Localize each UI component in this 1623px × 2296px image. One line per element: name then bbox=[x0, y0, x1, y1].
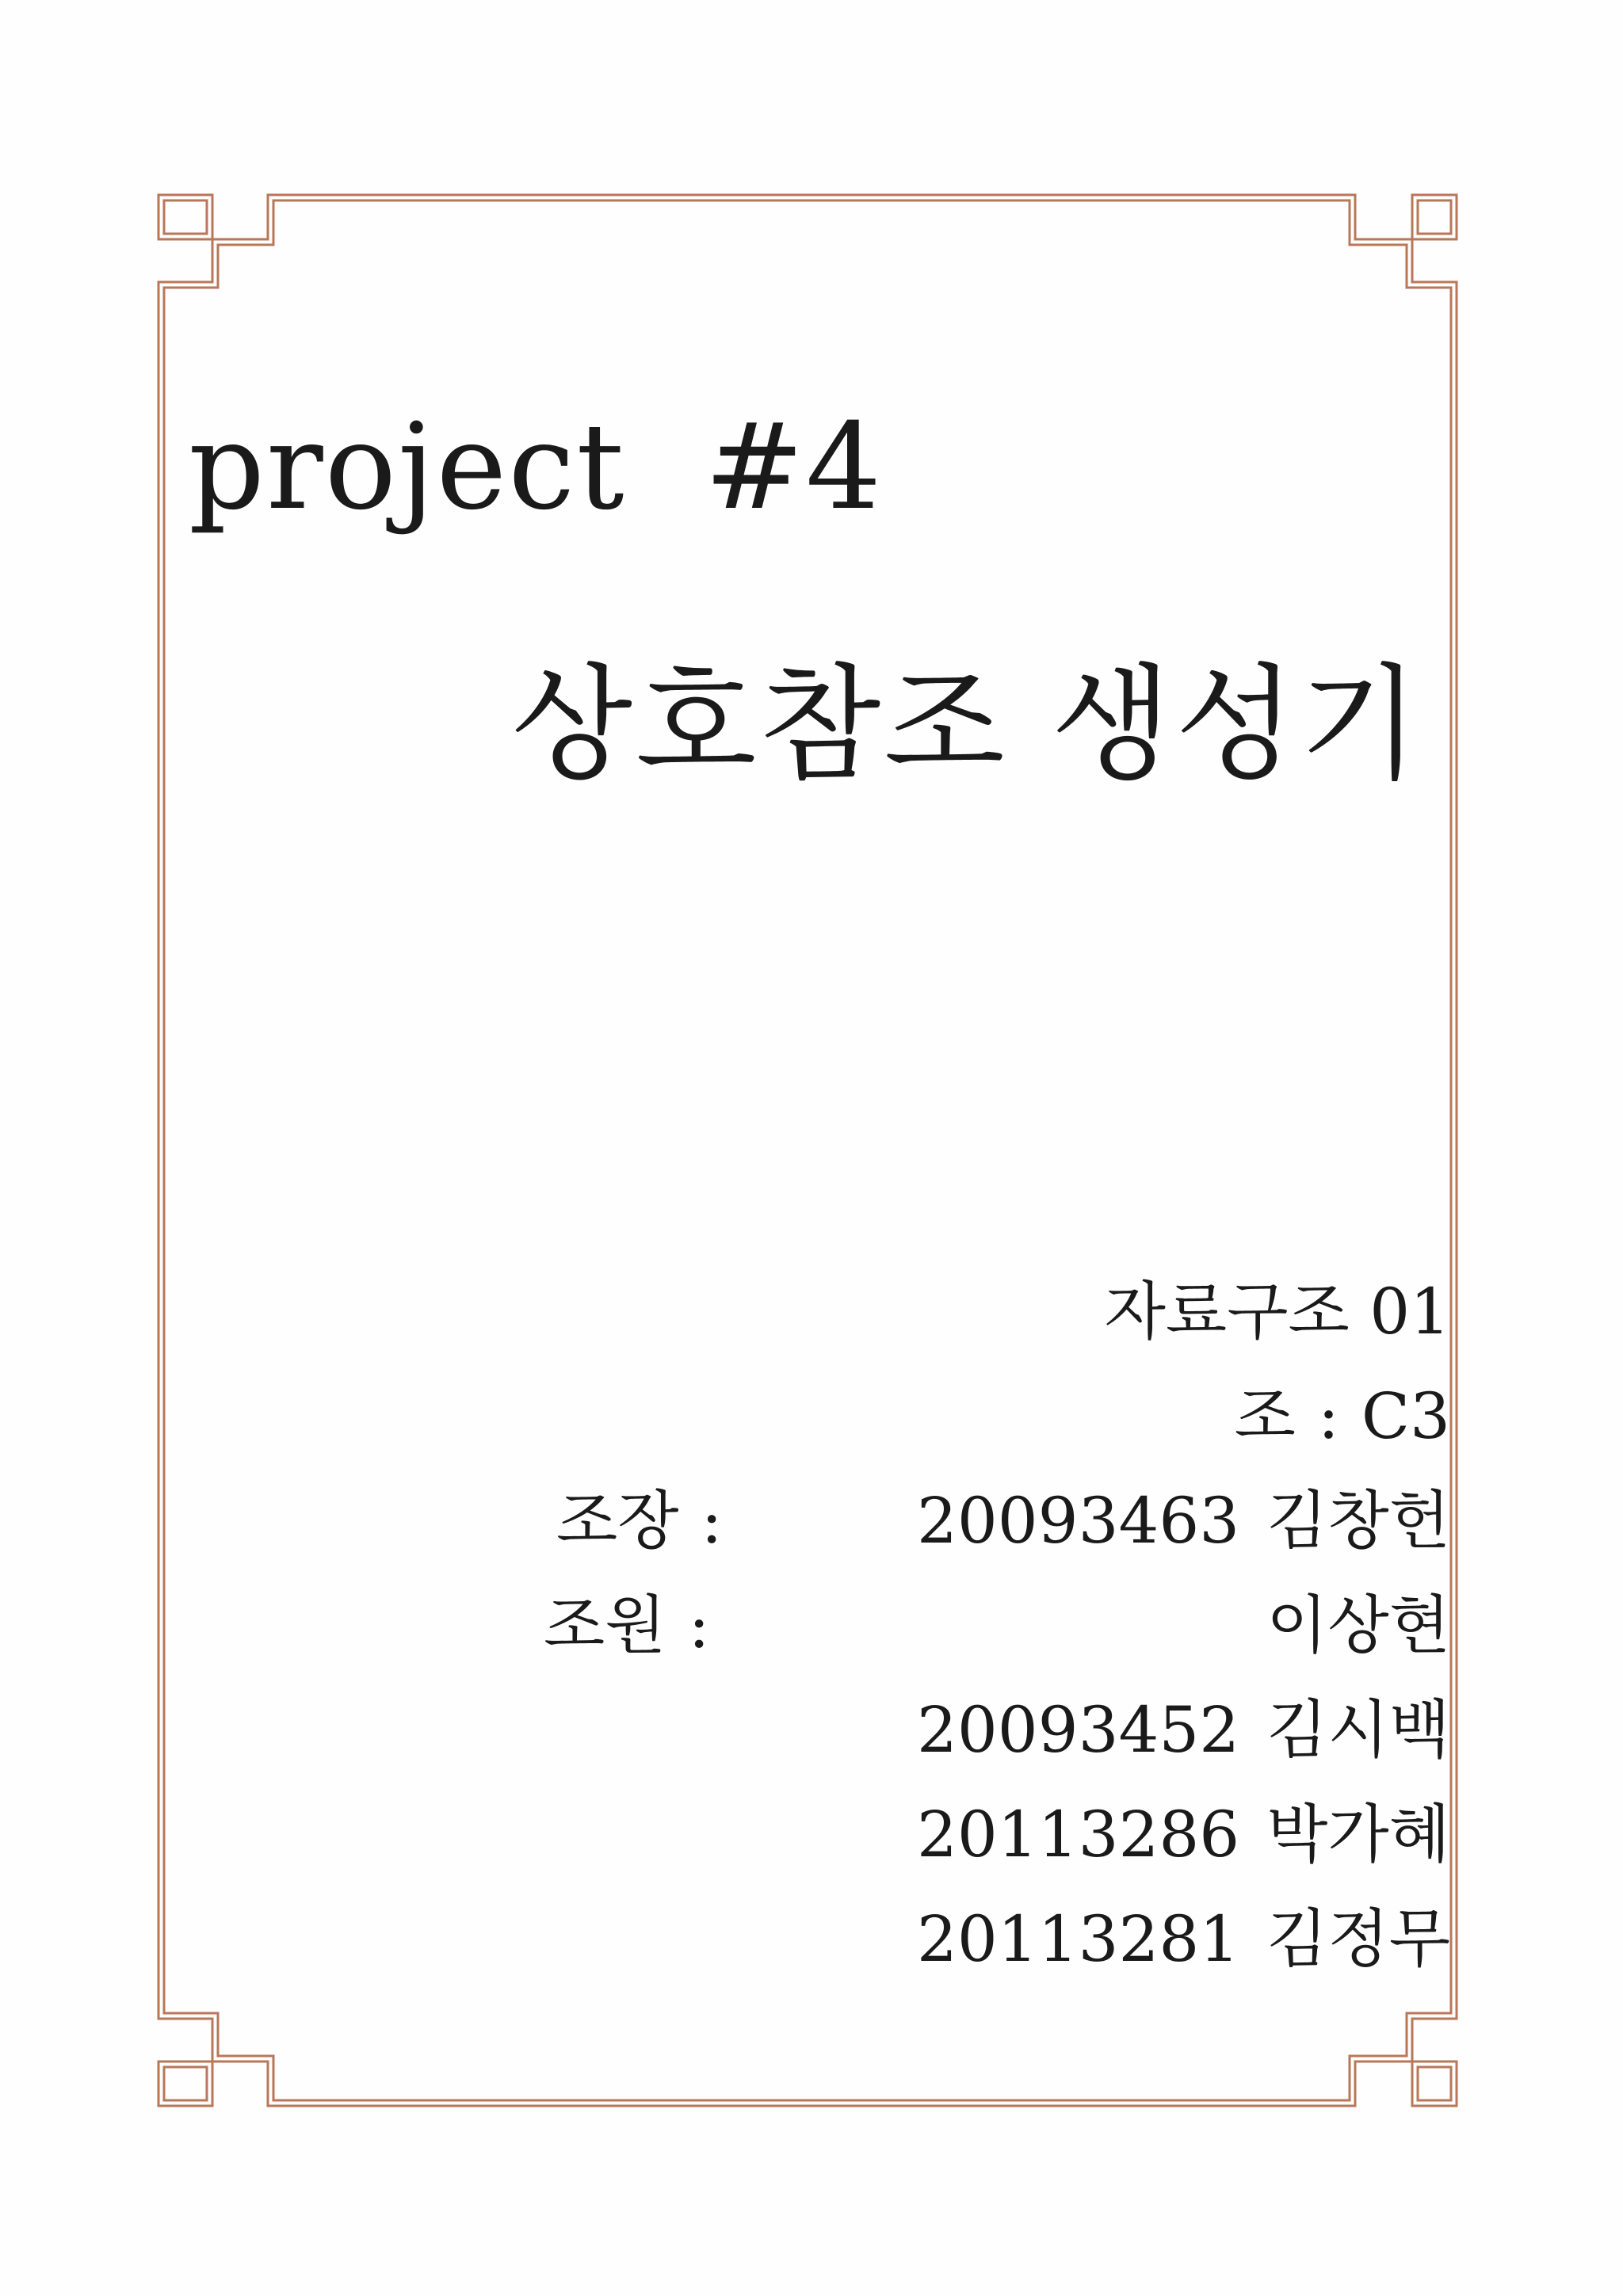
member-line-3 bbox=[499, 1783, 1450, 1887]
members-label: 조원 bbox=[544, 1589, 666, 1662]
member-line-2 bbox=[499, 1678, 1450, 1783]
member-name: 박가혜 bbox=[1266, 1798, 1450, 1871]
member-student-id: 20113286 bbox=[916, 1798, 1240, 1871]
members-separator: : bbox=[688, 1589, 710, 1662]
leader-line bbox=[499, 1469, 1450, 1573]
leader-name: 김창헌 bbox=[1266, 1484, 1450, 1558]
project-title: project #4 bbox=[189, 399, 884, 536]
course-line bbox=[499, 1260, 1450, 1364]
group-separator: : bbox=[1317, 1379, 1339, 1453]
member-name: 이상현 bbox=[1266, 1589, 1450, 1662]
leader-separator: : bbox=[701, 1484, 723, 1558]
member-name: 김시백 bbox=[1266, 1693, 1450, 1767]
group-line bbox=[499, 1364, 1450, 1469]
leader-student-id: 20093463 bbox=[916, 1484, 1240, 1558]
group-value: C3 bbox=[1361, 1379, 1450, 1453]
members-label-group bbox=[499, 1573, 1266, 1678]
member-student-id: 20093452 bbox=[916, 1693, 1240, 1767]
course-name: 자료구조 01 bbox=[1104, 1275, 1450, 1348]
project-subtitle: 상호참조 생성기 bbox=[511, 652, 1423, 798]
leader-label-group bbox=[499, 1469, 917, 1573]
member-value bbox=[1266, 1573, 1450, 1678]
leader-value bbox=[917, 1469, 1450, 1573]
member-line-1 bbox=[499, 1573, 1450, 1678]
member-line-4 bbox=[499, 1887, 1450, 1992]
leader-label: 조장 bbox=[556, 1484, 679, 1558]
team-info bbox=[499, 1260, 1450, 1992]
group-label: 조 bbox=[1234, 1379, 1296, 1453]
member-student-id: 20113281 bbox=[916, 1902, 1240, 1976]
member-name: 김정무 bbox=[1266, 1902, 1450, 1976]
